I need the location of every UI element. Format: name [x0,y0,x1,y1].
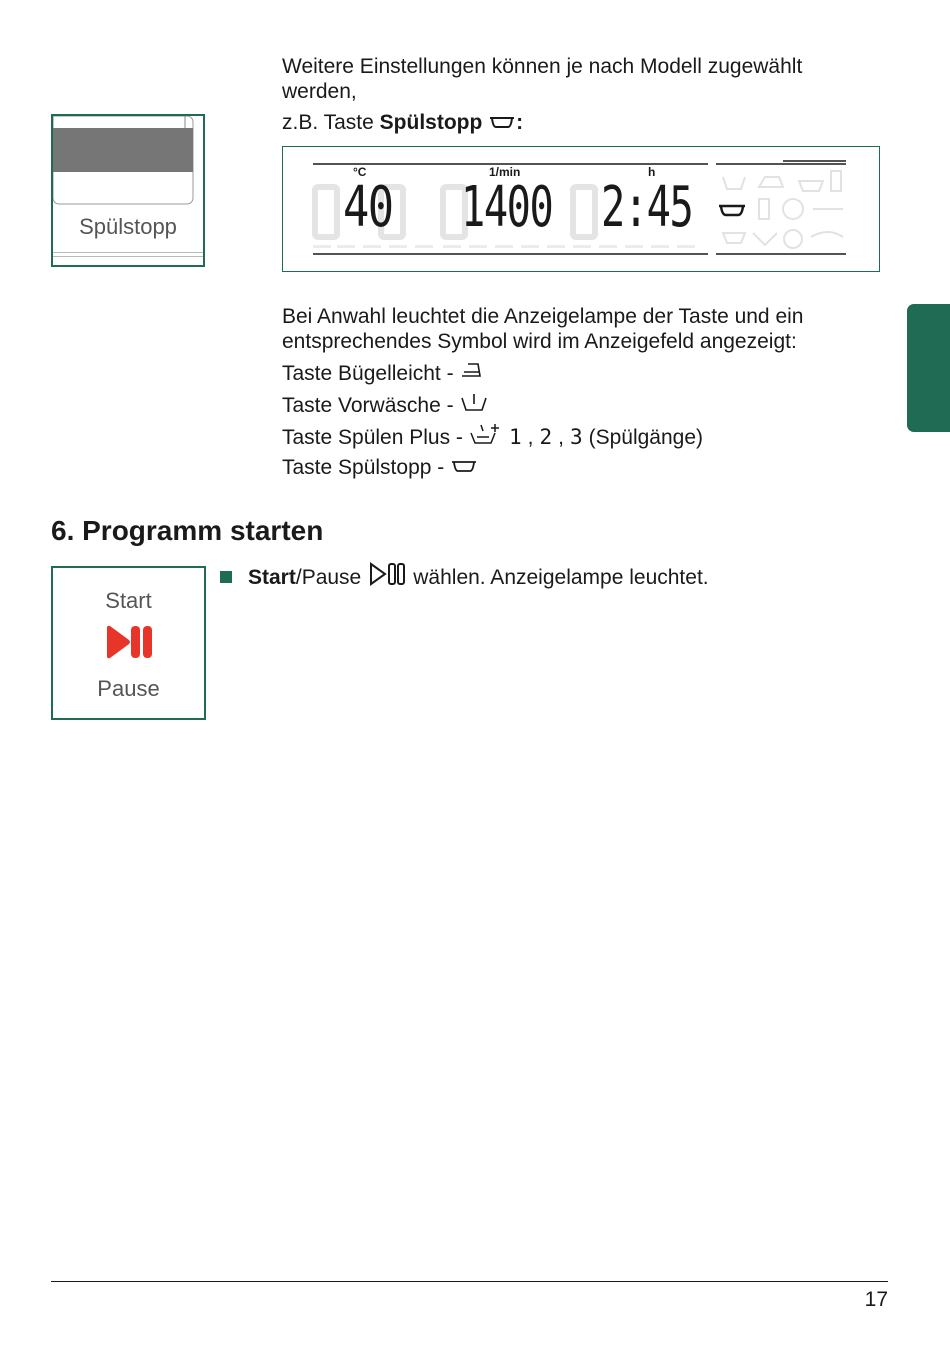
play-pause-icon [105,624,153,665]
rinse-plus-icon [469,423,503,451]
list-item-label: Taste Vorwäsche - [282,393,454,417]
section-heading: 6. Programm starten [51,515,324,546]
lcd-temp-value: 40 [343,175,393,240]
rinse-hold-icon [488,111,516,136]
button-divider [53,252,203,253]
button-graphic [53,116,203,208]
start-label: Start [105,588,152,613]
start-pause-button-panel[interactable] [51,566,206,720]
instruction-rest: /Pause [295,565,362,589]
intro-line-2: werden, [282,80,357,103]
lcd-time-value: 2:45 [601,175,693,240]
page-number: 17 [864,1288,888,1311]
explanation-line-2: entsprechendes Symbol wird im Anzeigefeld angezeigt: [282,330,797,353]
prewash-icon [460,392,488,418]
list-item-label: Taste Spülen Plus - [282,425,463,449]
button-divider [53,256,203,257]
instruction-tail: wählen. Anzeigelampe leuchtet. [413,565,709,589]
lcd-unit-spin: 1/min [489,165,521,179]
explanation-line-1: Bei Anwahl leuchtet die Anzeigelampe der Taste und ein [282,305,804,328]
example-prefix: z.B. Taste [282,111,380,134]
example-suffix: : [516,111,524,134]
digit-separator: , [527,425,534,449]
rinse-count-2: 2 [539,424,553,449]
list-item-label: Taste Bügelleicht - [282,361,454,385]
list-item [282,360,482,386]
rinse-count-note: (Spülgänge) [588,425,704,449]
spuelstopp-button-panel[interactable] [51,114,205,267]
example-bold: Spülstopp [379,111,483,134]
footer-rule [51,1281,888,1282]
chapter-tab [907,304,950,432]
list-item [282,423,703,451]
intro-line-1: Weitere Einstellungen können je nach Modell zugewählt [282,55,803,78]
lcd-spin-value: 1400 [461,175,553,240]
list-item-label: Taste Spülstopp - [282,456,445,479]
pause-label: Pause [97,676,160,701]
digit-separator: , [558,425,564,449]
spuelstopp-button-label: Spülstopp [79,214,177,239]
bullet-square-icon [220,571,232,583]
iron-icon [460,360,482,386]
lcd-display [282,146,880,272]
rinse-hold-icon [450,455,478,480]
play-pause-outline-icon [367,562,407,592]
list-item [282,392,488,418]
instruction-bold: Start [248,565,296,589]
list-item [282,455,478,480]
instruction-bullet [220,562,709,592]
rinse-count-1: 1 [508,424,522,449]
lcd-rinse-hold-icon [717,201,747,224]
lcd-unit-time: h [648,165,656,179]
lcd-unit-temp: °C [353,165,367,179]
rinse-count-3: 3 [569,424,583,449]
intro-example [282,110,523,136]
